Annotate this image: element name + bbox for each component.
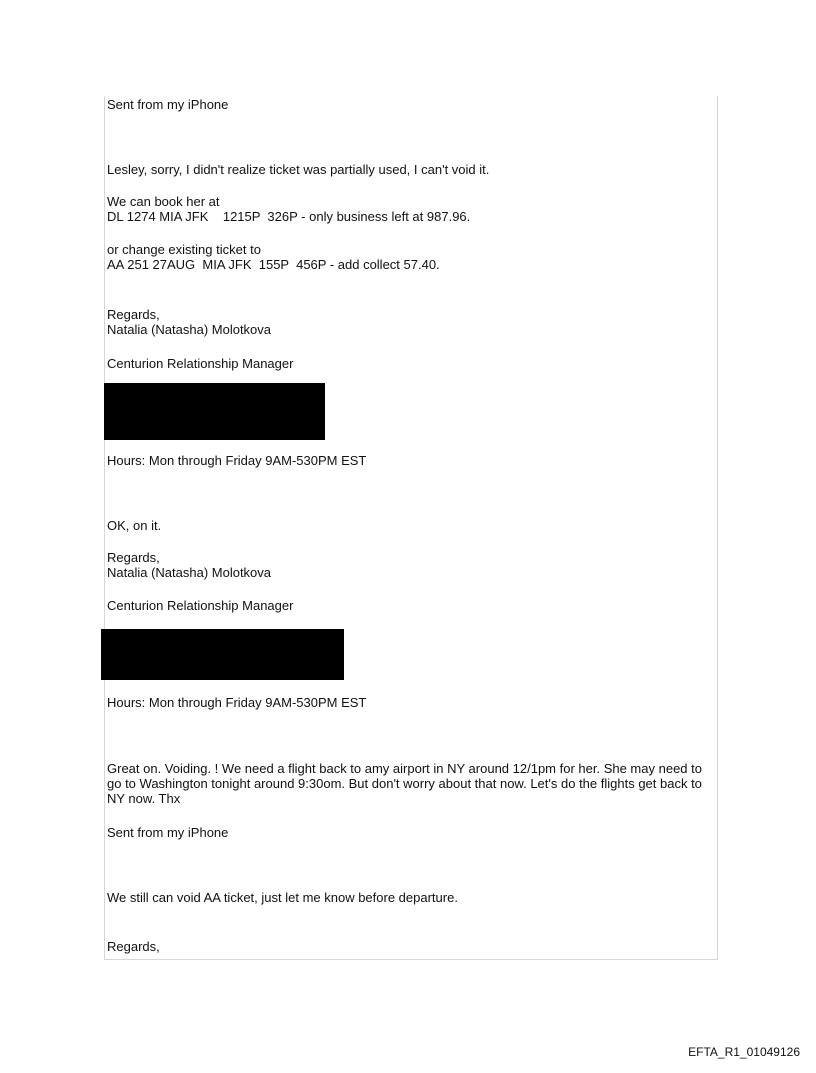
message-text: We can book her at xyxy=(107,194,220,209)
signature-regards: Regards, xyxy=(107,550,160,565)
message-text: Lesley, sorry, I didn't realize ticket was partially used, I can't void it. xyxy=(107,162,490,177)
hours-text: Hours: Mon through Friday 9AM-530PM EST xyxy=(107,453,367,468)
signature-name: Natalia (Natasha) Molotkova xyxy=(107,322,272,337)
flight-option-text: AA 251 27AUG MIA JFK 155P 456P - add collect 57.40. xyxy=(107,257,440,272)
flight-option-text: DL 1274 MIA JFK 1215P 326P - only business left at 987.96. xyxy=(107,209,471,224)
redaction-block xyxy=(101,629,344,680)
redaction-block xyxy=(104,383,325,440)
sent-from-iphone-text: Sent from my iPhone xyxy=(107,825,229,840)
hours-text: Hours: Mon through Friday 9AM-530PM EST xyxy=(107,695,367,710)
document-id: EFTA_R1_01049126 xyxy=(688,1045,800,1059)
sent-from-iphone-text: Sent from my iPhone xyxy=(107,97,229,112)
message-text: Great on. Voiding. ! We need a flight back to amy airport in NY around 12/1pm for her. She may need to go to Washington tonight around 9:30om. But don't worry about that now. Let's do the flights get back to NY now. Thx xyxy=(107,761,702,806)
signature-regards: Regards, xyxy=(107,307,160,322)
message-text: We still can void AA ticket, just let me know before departure. xyxy=(107,890,458,905)
signature-regards: Regards, xyxy=(107,939,160,954)
message-text: or change existing ticket to xyxy=(107,242,261,257)
signature-title: Centurion Relationship Manager xyxy=(107,356,294,371)
signature-name: Natalia (Natasha) Molotkova xyxy=(107,565,272,580)
signature-title: Centurion Relationship Manager xyxy=(107,598,294,613)
message-text: OK, on it. xyxy=(107,518,162,533)
